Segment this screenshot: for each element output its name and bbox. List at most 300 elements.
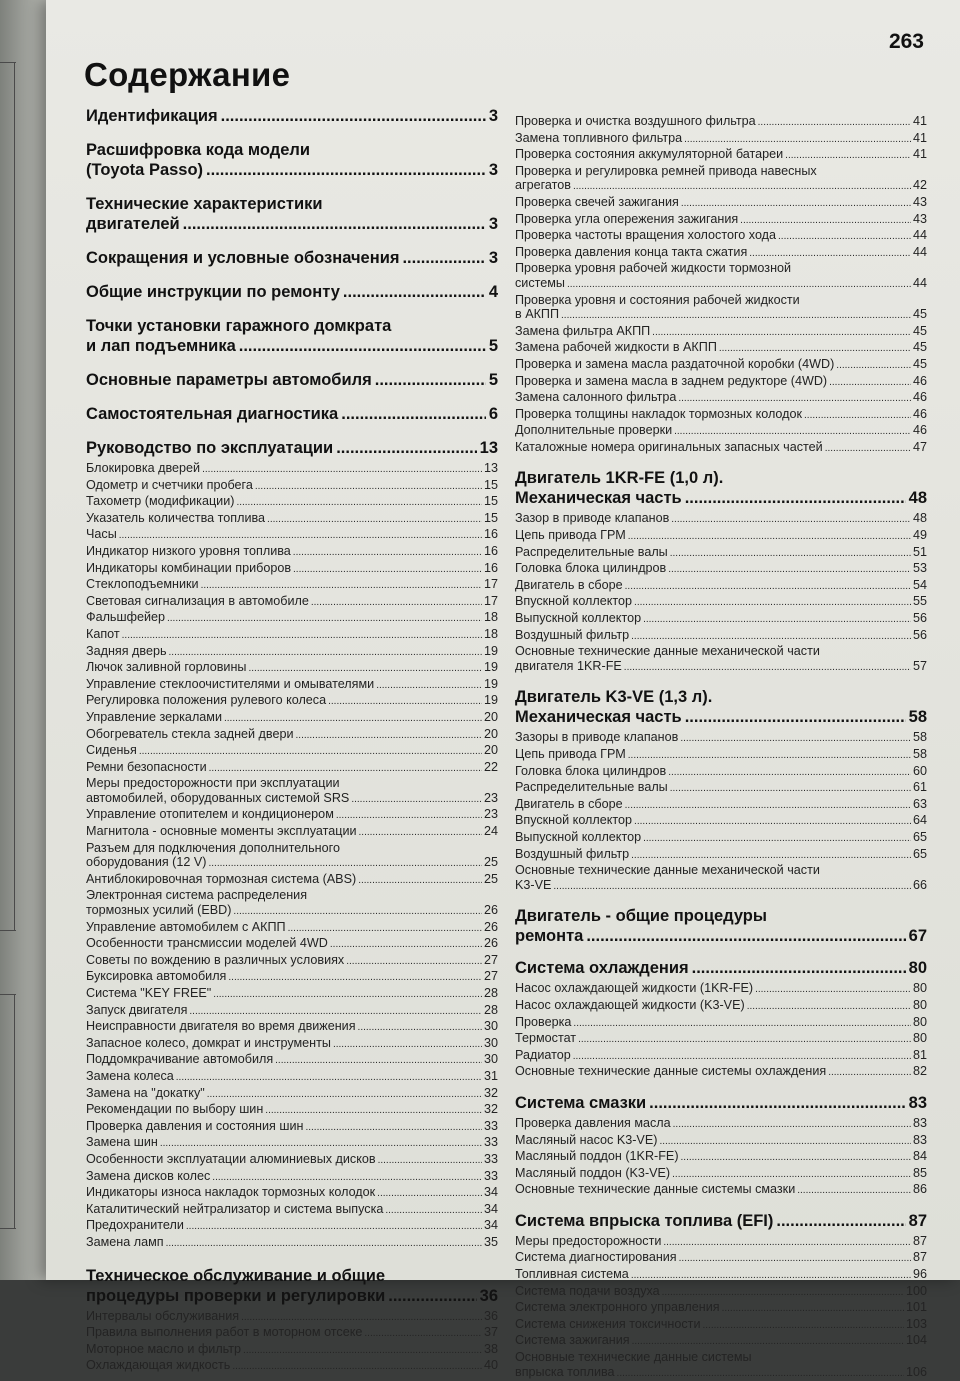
dot-leader [678, 392, 911, 407]
entry-text: Капот [86, 626, 120, 641]
toc-entry [86, 1052, 498, 1069]
toc-entry [86, 1185, 498, 1202]
heading-line [515, 958, 927, 978]
dot-leader [685, 707, 906, 727]
entry-text: Проверка и регулировка ремней привода навесных [515, 163, 817, 178]
entry-text: Система зажигания [515, 1333, 630, 1348]
entry-page-number: 26 [483, 919, 498, 934]
entry-line [515, 212, 927, 229]
toc-entry [515, 1031, 927, 1048]
section-heading [86, 106, 498, 126]
toc-entry [515, 1317, 927, 1334]
entry-text: Проверка свечей зажигания [515, 194, 679, 209]
entry-text: Сиденья [86, 743, 137, 758]
entry-page-number: 106 [905, 1364, 927, 1379]
dot-leader [672, 1168, 911, 1183]
heading-text: Механическая часть [515, 489, 682, 508]
entry-text: Замена рабочей жидкости в АКПП [515, 340, 717, 355]
entry-line [515, 357, 927, 374]
toc-entry [86, 710, 498, 727]
heading-line [86, 404, 498, 424]
entry-text: Головка блока цилиндров [515, 763, 667, 778]
toc-entry [515, 847, 927, 864]
dot-leader [336, 809, 482, 824]
dot-leader [578, 1033, 911, 1048]
toc-entry [515, 561, 927, 578]
entry-page-number: 42 [912, 178, 927, 193]
heading-text: Двигатель K3-VE (1,3 л). [515, 688, 713, 707]
toc-entry [86, 1309, 498, 1326]
entry-page-number: 17 [483, 577, 498, 592]
entry-page-number: 101 [905, 1300, 927, 1315]
heading-text: Идентификация [86, 107, 218, 125]
entry-text: Основные технические данные системы [515, 1350, 752, 1365]
toc-entry [86, 494, 498, 511]
toc-entry [86, 1135, 498, 1152]
entry-text: Лючок заливной горловины [86, 660, 247, 675]
entry-line [515, 228, 927, 245]
entry-text: Топливная система [515, 1267, 629, 1282]
entry-page-number: 96 [912, 1267, 927, 1282]
heading-page-number: 6 [488, 405, 498, 423]
entry-page-number: 34 [483, 1201, 498, 1216]
entry-line [515, 178, 927, 195]
entry-text: Основные технические данные механической части [515, 644, 820, 659]
entry-text: тормозных усилий (EBD) [86, 903, 232, 918]
dot-leader [671, 513, 911, 528]
entry-page-number: 24 [483, 824, 498, 839]
toc-entry [86, 1036, 498, 1053]
heading-text: Руководство по эксплуатации [86, 439, 334, 457]
heading-line [86, 248, 498, 268]
entry-page-number: 104 [905, 1333, 927, 1348]
section-heading [86, 404, 498, 424]
heading-line [515, 687, 927, 707]
entry-text: Цепь привода ГРМ [515, 747, 626, 761]
entry-line [86, 710, 498, 727]
entry-line [86, 544, 498, 561]
heading-text: Система смазки [515, 1093, 647, 1112]
dot-leader [573, 1017, 911, 1032]
entry-page-number: 80 [912, 981, 927, 996]
entry-page-number: 33 [483, 1118, 498, 1133]
entry-line [515, 998, 927, 1015]
entry-line [515, 611, 927, 628]
entry-page-number: 56 [912, 611, 927, 626]
entry-line [86, 1003, 498, 1020]
entry-page-number: 30 [483, 1019, 498, 1034]
entry-text: Основные технические данные механической части [515, 863, 820, 878]
dot-leader [617, 1367, 904, 1381]
entry-text: Зазоры в приводе клапанов [515, 730, 679, 745]
heading-page-number: 48 [908, 489, 927, 508]
dot-leader [346, 955, 482, 970]
entry-line [515, 528, 927, 545]
toc-entry [515, 545, 927, 562]
heading-text: процедуры проверки и регулировки [86, 1286, 386, 1305]
entry-text: Выпускной коллектор [515, 829, 642, 844]
entry-line [86, 1086, 498, 1103]
entry-text: Головка блока цилиндров [515, 561, 667, 576]
entry-line [515, 1250, 927, 1267]
entry-page-number: 47 [912, 439, 927, 454]
entry-line [515, 440, 927, 457]
toc-entry [515, 423, 927, 440]
dot-leader [288, 922, 482, 937]
entry-page-number: 46 [912, 423, 927, 438]
entry-line [86, 610, 498, 627]
dot-leader [293, 546, 482, 561]
entry-line [86, 903, 498, 920]
entry-text: Магнитола - основные моменты эксплуатации [86, 824, 357, 839]
entry-line [515, 245, 927, 262]
section-heading [86, 194, 498, 234]
dot-leader [797, 1184, 911, 1199]
entry-text: Меры предосторожности при эксплуатации [86, 776, 340, 791]
dot-leader [681, 197, 911, 212]
entry-text: Интервалы обслуживания [86, 1308, 240, 1323]
entry-line [86, 577, 498, 594]
heading-page-number: 83 [908, 1093, 927, 1112]
entry-page-number: 51 [912, 544, 927, 559]
dot-leader [296, 729, 482, 744]
toc-entry [86, 677, 498, 694]
dot-leader [702, 1319, 904, 1334]
dot-leader [186, 1220, 482, 1235]
entry-page-number: 80 [912, 1014, 927, 1029]
heading-line [515, 1211, 927, 1231]
entry-line [86, 986, 498, 1003]
entry-text: Световая сигнализация в автомобиле [86, 593, 309, 608]
entry-line [86, 1019, 498, 1036]
entry-text: оборудования (12 V) [86, 855, 207, 870]
toc-entry [515, 1064, 927, 1081]
dot-leader [359, 826, 482, 841]
entry-text: Дополнительные проверки [515, 423, 673, 438]
entry-line [86, 760, 498, 777]
dot-leader [388, 1286, 476, 1306]
entry-text: Система диагностирования [515, 1250, 677, 1265]
entry-line [86, 478, 498, 495]
heading-line [86, 316, 498, 336]
toc-entry [515, 1234, 927, 1251]
entry-text: Замена ламп [86, 1234, 164, 1249]
bleed-through-text [515, 14, 905, 74]
entry-text: Проверка состояния аккумуляторной батареи [515, 147, 784, 162]
entry-line [515, 1133, 927, 1150]
entry-page-number: 83 [912, 1132, 927, 1147]
toc-entry [86, 644, 498, 661]
entry-line [86, 1358, 498, 1375]
dot-leader [643, 832, 911, 847]
section-heading [515, 1093, 927, 1113]
toc-entry [515, 611, 927, 628]
toc-entry [515, 212, 927, 229]
entry-page-number: 56 [912, 627, 927, 642]
heading-text: Система охлаждения [515, 959, 689, 978]
toc-entry [86, 1102, 498, 1119]
heading-text: Сокращения и условные обозначения [86, 249, 400, 267]
heading-line [86, 336, 498, 356]
dot-leader [673, 1118, 911, 1133]
entry-page-number: 27 [483, 952, 498, 967]
entry-line [86, 1185, 498, 1202]
entry-text: Замена салонного фильтра [515, 390, 677, 405]
heading-line [86, 214, 498, 234]
dot-leader [224, 712, 482, 727]
entry-line [86, 1102, 498, 1119]
dot-leader [209, 762, 482, 777]
entry-page-number: 18 [483, 626, 498, 641]
entry-page-number: 15 [483, 494, 498, 509]
entry-text: Запуск двигателя [86, 1002, 188, 1017]
toc-entry [86, 743, 498, 760]
dot-leader [758, 116, 911, 131]
toc-entry [86, 693, 498, 710]
toc-entry [86, 760, 498, 777]
heading-text: Расшифровка кода модели [86, 141, 311, 159]
heading-text: Основные параметры автомобиля [86, 371, 372, 389]
dot-leader [628, 530, 911, 545]
entry-page-number: 85 [912, 1165, 927, 1180]
heading-text: Система впрыска топлива (EFI) [515, 1211, 774, 1230]
toc-entry [86, 953, 498, 970]
dot-leader [207, 1088, 482, 1103]
entry-line [86, 511, 498, 528]
entry-page-number: 19 [483, 693, 498, 708]
entry-line [515, 1317, 927, 1334]
entry-text: Основные технические данные системы смазки [515, 1182, 796, 1197]
entry-line [515, 659, 927, 676]
section-heading [515, 906, 927, 946]
dot-leader [573, 1050, 911, 1065]
toc-entry [515, 1300, 927, 1317]
dot-leader [402, 248, 485, 268]
entry-text: Моторное масло и фильтр [86, 1341, 242, 1356]
toc-entry [86, 1019, 498, 1036]
heading-text: Самостоятельная диагностика [86, 405, 339, 423]
entry-page-number: 19 [483, 676, 498, 691]
toc-entry [515, 1166, 927, 1183]
heading-page-number: 3 [488, 249, 498, 267]
entry-line [86, 644, 498, 661]
toc-entry [86, 1003, 498, 1020]
entry-text: двигателя 1KR-FE [515, 658, 622, 673]
dot-leader [206, 160, 486, 180]
entry-text: Распределительные валы [515, 544, 668, 559]
entry-text: Замена шин [86, 1135, 158, 1150]
entry-line [86, 461, 498, 478]
toc-entry [86, 1069, 498, 1086]
dot-leader [719, 342, 911, 357]
entry-line [515, 578, 927, 595]
entry-text: Двигатель в сборе [515, 796, 623, 811]
toc-entry [86, 1325, 498, 1342]
dot-leader [586, 926, 905, 946]
entry-line [515, 114, 927, 131]
dot-leader [330, 938, 482, 953]
entry-page-number: 33 [483, 1168, 498, 1183]
toc-entry [515, 511, 927, 528]
entry-text: Термостат [515, 1031, 577, 1046]
dot-leader [358, 874, 482, 889]
entry-text: Замена колеса [86, 1068, 174, 1083]
heading-text: Общие инструкции по ремонту [86, 283, 340, 301]
entry-text: Индикатор низкого уровня топлива [86, 543, 291, 558]
section-heading [86, 370, 498, 390]
dot-leader [293, 563, 482, 578]
dot-leader [659, 1135, 911, 1150]
dot-leader [649, 1093, 905, 1113]
toc-entry [86, 1152, 498, 1169]
toc-entry [86, 727, 498, 744]
dot-leader [333, 1038, 482, 1053]
heading-line [515, 468, 927, 488]
entry-page-number: 34 [483, 1218, 498, 1233]
toc-entry [515, 293, 927, 324]
entry-page-number: 87 [912, 1233, 927, 1248]
toc-entry [515, 147, 927, 164]
entry-line [515, 747, 927, 764]
entry-text: Замена фильтра АКПП [515, 323, 651, 338]
entry-text: Воздушный фильтр [515, 846, 630, 861]
dot-leader [674, 425, 911, 440]
dot-leader [663, 1236, 911, 1251]
entry-page-number: 25 [483, 871, 498, 886]
toc-entry [86, 936, 498, 953]
toc-entry [515, 131, 927, 148]
entry-page-number: 100 [905, 1283, 927, 1298]
entry-page-number: 40 [483, 1358, 498, 1373]
dot-leader [239, 336, 486, 356]
dot-leader [749, 247, 911, 262]
entry-line [515, 147, 927, 164]
toc-entry [515, 628, 927, 645]
dot-leader [804, 409, 911, 424]
toc-entry [86, 986, 498, 1003]
entry-text: Двигатель в сборе [515, 577, 623, 592]
edge-line [14, 994, 15, 1228]
entry-text: Электронная система распределения [86, 888, 308, 903]
toc-entry [86, 527, 498, 544]
entry-page-number: 43 [912, 211, 927, 226]
entry-line [515, 276, 927, 293]
entry-text: Обогреватель стекла задней двери [86, 726, 294, 741]
entry-page-number: 41 [912, 114, 927, 128]
dot-leader [336, 438, 476, 458]
toc-entry [515, 1116, 927, 1133]
entry-page-number: 16 [483, 560, 498, 575]
dot-leader [561, 309, 911, 324]
entry-page-number: 46 [912, 373, 927, 388]
entry-page-number: 45 [912, 307, 927, 322]
entry-line [86, 727, 498, 744]
dot-leader [668, 766, 911, 781]
entry-text: Насос охлаждающей жидкости (K3-VE) [515, 997, 745, 1012]
toc-entry [86, 461, 498, 478]
dot-leader [634, 815, 911, 830]
entry-text: Замена дисков колес [86, 1168, 211, 1183]
entry-page-number: 20 [483, 743, 498, 758]
heading-text: и лап подъемника [86, 337, 236, 355]
entry-line [515, 1064, 927, 1081]
heading-page-number: 58 [908, 708, 927, 727]
toc-entry [86, 841, 498, 872]
entry-text: системы [515, 275, 565, 290]
entry-page-number: 45 [912, 323, 927, 338]
entry-line [515, 545, 927, 562]
entry-text: Задняя дверь [86, 643, 167, 658]
dot-leader [341, 404, 486, 424]
toc-entry [515, 374, 927, 391]
entry-text: Масляный поддон (K3-VE) [515, 1165, 671, 1180]
entry-line [86, 791, 498, 808]
toc-entry [515, 340, 927, 357]
dot-leader [375, 370, 486, 390]
entry-line [86, 1036, 498, 1053]
toc-entry [515, 1048, 927, 1065]
entry-line [515, 1031, 927, 1048]
entry-text: Тахометр (модификации) [86, 494, 235, 509]
toc-entry [86, 561, 498, 578]
entry-text: Проверка уровня рабочей жидкости тормозной [515, 261, 792, 276]
entry-page-number: 37 [483, 1325, 498, 1340]
entry-text: Поддомкрачивание автомобиля [86, 1052, 274, 1067]
section-heading [86, 140, 498, 180]
dot-leader [680, 732, 911, 747]
toc-entry [515, 578, 927, 595]
toc-entry [86, 807, 498, 824]
entry-page-number: 55 [912, 594, 927, 609]
entry-page-number: 16 [483, 543, 498, 558]
dot-leader [243, 1344, 482, 1359]
dot-leader [670, 547, 911, 562]
entry-line [86, 1235, 498, 1252]
toc-right-column [515, 114, 927, 1381]
dot-leader [785, 149, 911, 164]
entry-text: Управление зеркалами [86, 709, 222, 724]
dot-leader [232, 1360, 482, 1375]
entry-page-number: 33 [483, 1151, 498, 1166]
heading-page-number: 87 [908, 1211, 927, 1230]
entry-text: Проверка и замена масла в заднем редукторе (4WD) [515, 373, 828, 388]
heading-line [515, 707, 927, 727]
entry-page-number: 26 [483, 936, 498, 951]
entry-line [515, 1182, 927, 1199]
dot-leader [189, 1005, 482, 1020]
entry-page-number: 82 [912, 1064, 927, 1079]
dot-leader [212, 1171, 482, 1186]
dot-leader [684, 133, 911, 148]
toc-entry [515, 324, 927, 341]
heading-page-number: 36 [479, 1286, 498, 1305]
entry-text: Неисправности двигателя во время движения [86, 1019, 356, 1034]
toc-entry [86, 1119, 498, 1136]
entry-page-number: 41 [912, 147, 927, 162]
entry-page-number: 20 [483, 709, 498, 724]
entry-line [515, 1166, 927, 1183]
dot-leader [202, 463, 482, 478]
toc-entry [86, 511, 498, 528]
toc-entry [515, 1133, 927, 1150]
dot-leader [241, 1311, 482, 1326]
toc-entry [86, 872, 498, 889]
toc-entry [515, 164, 927, 195]
entry-line [86, 920, 498, 937]
dot-leader [376, 679, 482, 694]
entry-text: Рекомендации по выбору шин [86, 1102, 264, 1117]
dot-leader [553, 880, 911, 895]
